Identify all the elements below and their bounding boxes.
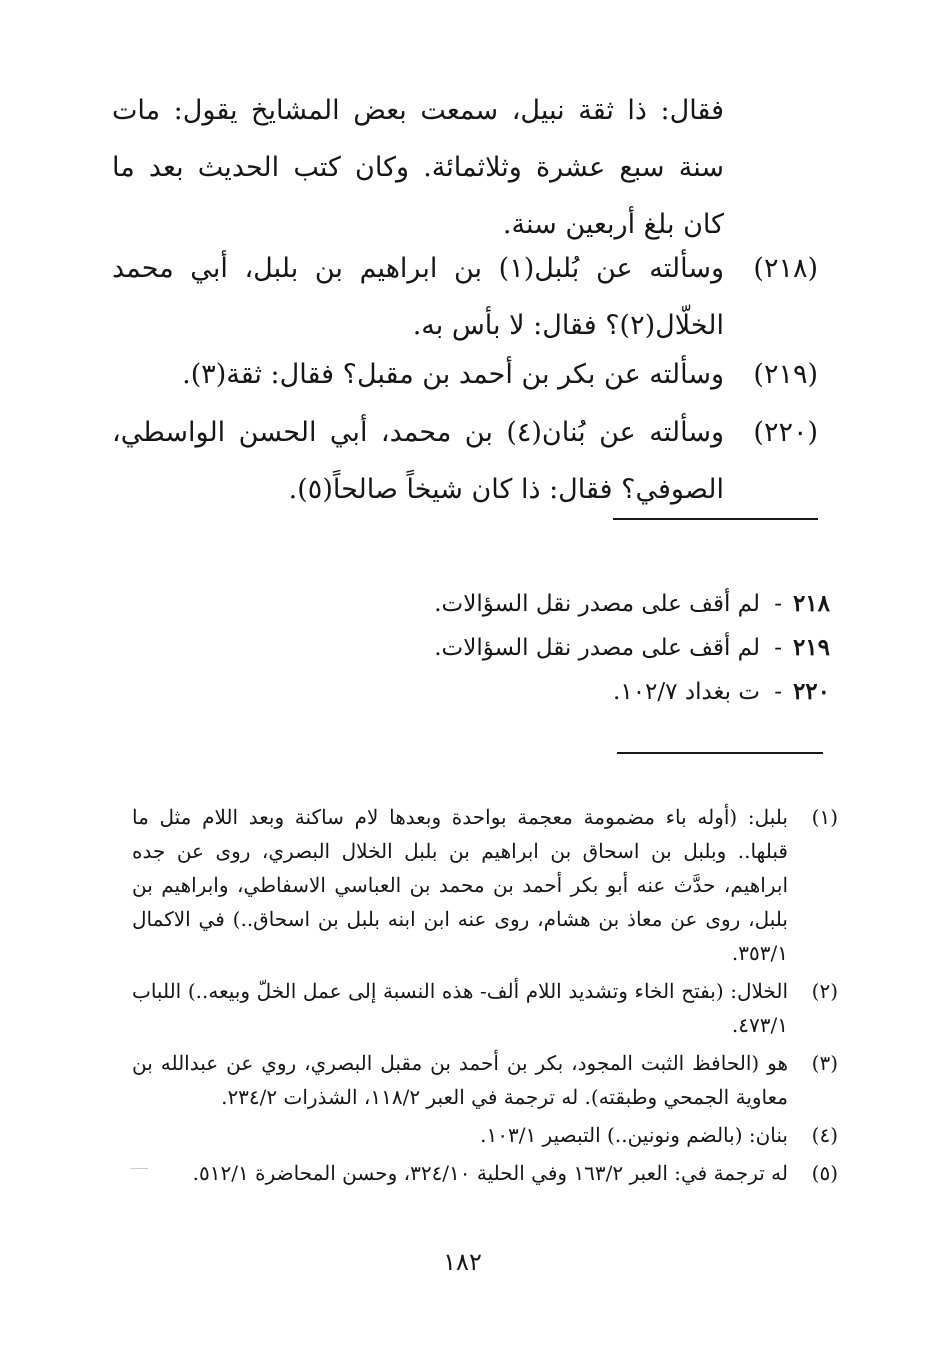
footnote [132,1156,838,1190]
note-text: لم أقف على مصدر نقل السؤالات. [434,591,760,617]
note-text: لم أقف على مصدر نقل السؤالات. [434,635,760,661]
footnote [132,800,838,970]
footnote [132,1118,838,1152]
footnote-text: الخلال: (بفتح الخاء وتشديد اللام ألف- هذه النسبة إلى عمل الخلّ وبيعه..) اللباب ٤٧٣/١. [132,979,788,1037]
editor-note [410,670,830,714]
footnote-mark: (٥) [811,1161,838,1185]
footnote [132,974,838,1042]
entry-number: (٢٢٠) [753,417,818,448]
entry-text: وسألته عن بُلبل(١) بن ابراهيم بن بلبل، أبي محمد الخلّال(٢)؟ فقال: لا بأس به. [112,253,724,341]
footnote-text: بلبل: (أوله باء مضمومة معجمة بواحدة وبعدها لام ساكنة وبعد اللام مثل ما قبلها.. وبلبل بن اسحاق بن ابراهيم بن بلبل الخلال البصري، روى عن جده ابراهيم، حدَّث عنه أبو بكر أحمد بن محمد بن العباسي الاسفاطي، وابراهيم بن بلبل، روى عن معاذ بن هشام، روى عنه ابن ابنه بلبل بن اسحاق..) في الاكمال ٣٥٣/١. [132,805,788,965]
note-dash: - [774,591,782,617]
scan-mark [130,1168,148,1169]
entry-number: (٢١٩) [753,359,818,390]
page-number: ١٨٢ [443,1248,482,1276]
editor-note [410,582,830,626]
entry-text: وسألته عن بُنان(٤) بن محمد، أبي الحسن الواسطي، الصوفي؟ فقال: ذا كان شيخاً صالحاً(٥). [112,417,724,505]
intro-paragraph: فقال: ذا ثقة نبيل، سمعت بعض المشايخ يقول: مات سنة سبع عشرة وثلاثمائة. وكان كتب الحديث بعد ما كان بلغ أربعين سنة. [112,95,724,240]
editor-notes [410,582,830,714]
note-number: ٢٢٠ [792,678,830,705]
entry-219 [112,346,818,403]
footnote-text: له ترجمة في: العبر ١٦٣/٢ وفي الحلية ٣٢٤/١٠، وحسن المحاضرة ٥١٢/١. [192,1161,788,1185]
note-number: ٢١٩ [792,634,830,661]
footnotes [132,800,838,1194]
entry-218 [112,240,818,354]
footnote-text: بنان: (بالضم ونونين..) التبصير ١٠٣/١. [480,1123,788,1147]
note-dash: - [774,679,782,705]
footnote-separator [617,752,823,754]
footnote [132,1046,838,1114]
note-dash: - [774,635,782,661]
note-number: ٢١٨ [792,590,830,617]
note-text: ت بغداد ١٠٢/٧. [613,679,760,705]
footnote-text: هو (الحافظ الثبت المجود، بكر بن أحمد بن مقبل البصري، روي عن عبدالله بن معاوية الجمحي وطبقته). له ترجمة في العبر ١١٨/٢، الشذرات ٢٣٤/٢. [132,1051,788,1109]
footnote-mark: (٤) [811,1123,838,1147]
entry-number: (٢١٨) [753,253,818,284]
footnote-mark: (١) [811,805,838,829]
entry-text: وسألته عن بكر بن أحمد بن مقبل؟ فقال: ثقة(٣). [182,359,724,390]
footnote-mark: (٣) [811,1051,838,1075]
editor-note [410,626,830,670]
separator-rule [613,518,818,520]
footnote-mark: (٢) [811,979,838,1003]
entry-220 [112,404,818,518]
